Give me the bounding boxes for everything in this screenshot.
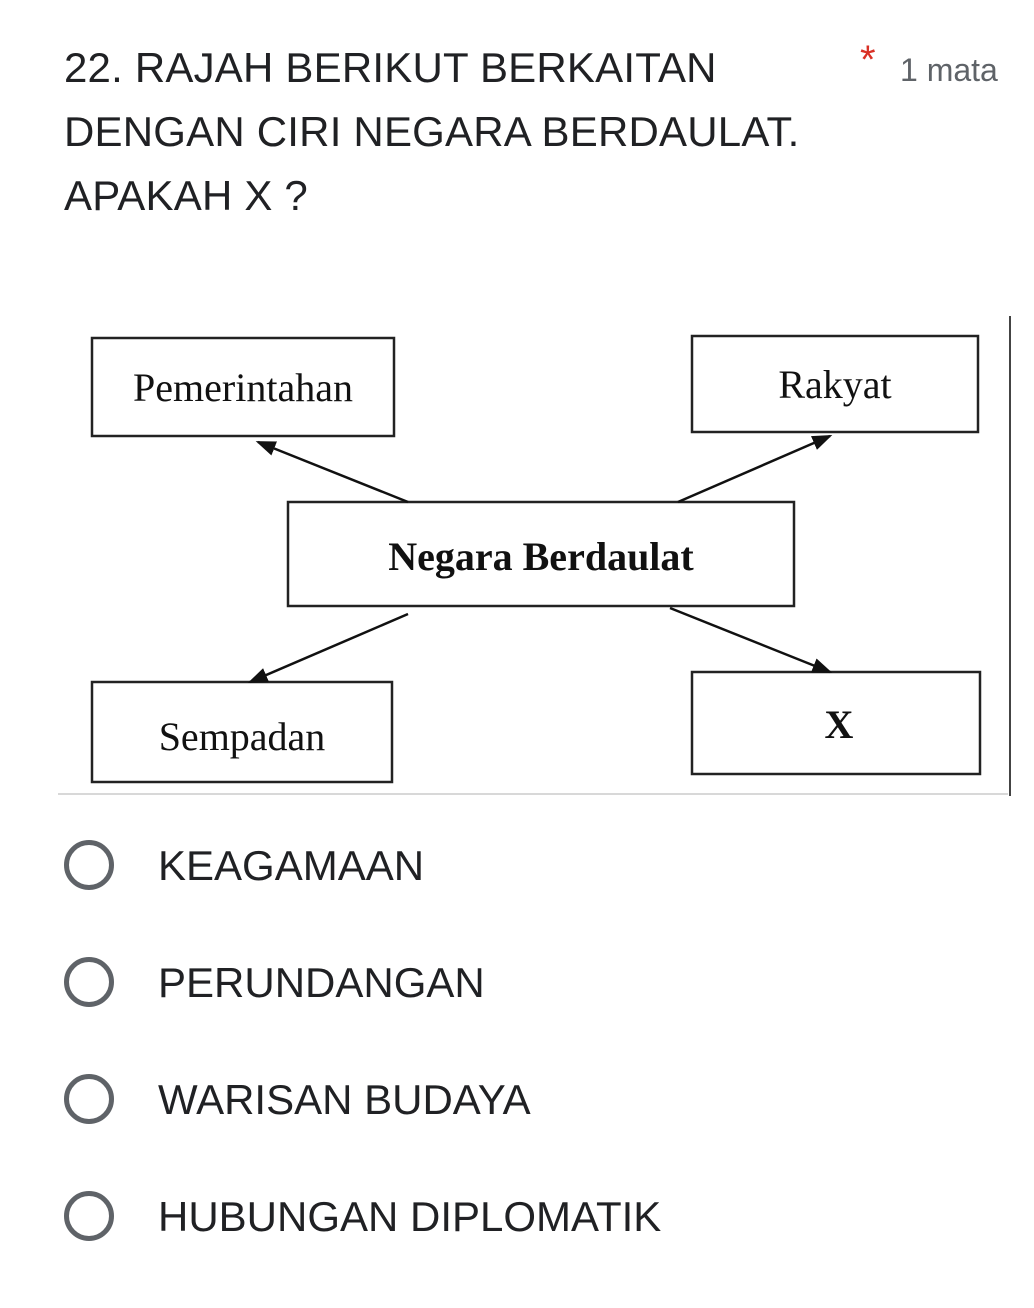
question-title-line-2: DENGAN CIRI NEGARA BERDAULAT.: [64, 108, 800, 155]
arrow-to-sempadan: [250, 614, 408, 682]
label-rakyat: Rakyat: [778, 362, 892, 407]
label-negara-berdaulat: Negara Berdaulat: [388, 534, 694, 579]
question-title-line-1: 22. RAJAH BERIKUT BERKAITAN: [64, 44, 717, 91]
diagram-image: [58, 312, 1018, 796]
arrow-to-rakyat: [678, 436, 830, 502]
answer-options: [64, 840, 1004, 1308]
option-perundangan[interactable]: [64, 957, 1004, 1074]
label-sempadan: Sempadan: [158, 714, 326, 759]
option-label[interactable]: HUBUNGAN DIPLOMATIK: [158, 1193, 662, 1240]
option-label[interactable]: PERUNDANGAN: [158, 959, 485, 1006]
label-pemerintahan: Pemerintahan: [133, 365, 353, 410]
question-title-line-3: APAKAH X ?: [64, 172, 308, 219]
option-label[interactable]: KEAGAMAAN: [158, 842, 425, 889]
sovereign-state-diagram: [58, 312, 1018, 796]
radio-button-icon[interactable]: [64, 957, 114, 1007]
radio-button-icon[interactable]: [64, 1074, 114, 1124]
radio-button-icon[interactable]: [64, 840, 114, 890]
required-asterisk: *: [860, 38, 876, 82]
option-keagamaan[interactable]: [64, 840, 1004, 957]
label-x: X: [824, 702, 854, 747]
arrow-to-x: [670, 608, 830, 672]
option-warisan-budaya[interactable]: [64, 1074, 1004, 1191]
option-label[interactable]: WARISAN BUDAYA: [158, 1076, 531, 1123]
radio-button-icon[interactable]: [64, 1191, 114, 1241]
option-hubungan-diplomatik[interactable]: [64, 1191, 1004, 1308]
points-label: 1 mata: [900, 52, 998, 88]
question-title: [64, 36, 844, 228]
arrow-to-pemerintahan: [258, 442, 408, 502]
